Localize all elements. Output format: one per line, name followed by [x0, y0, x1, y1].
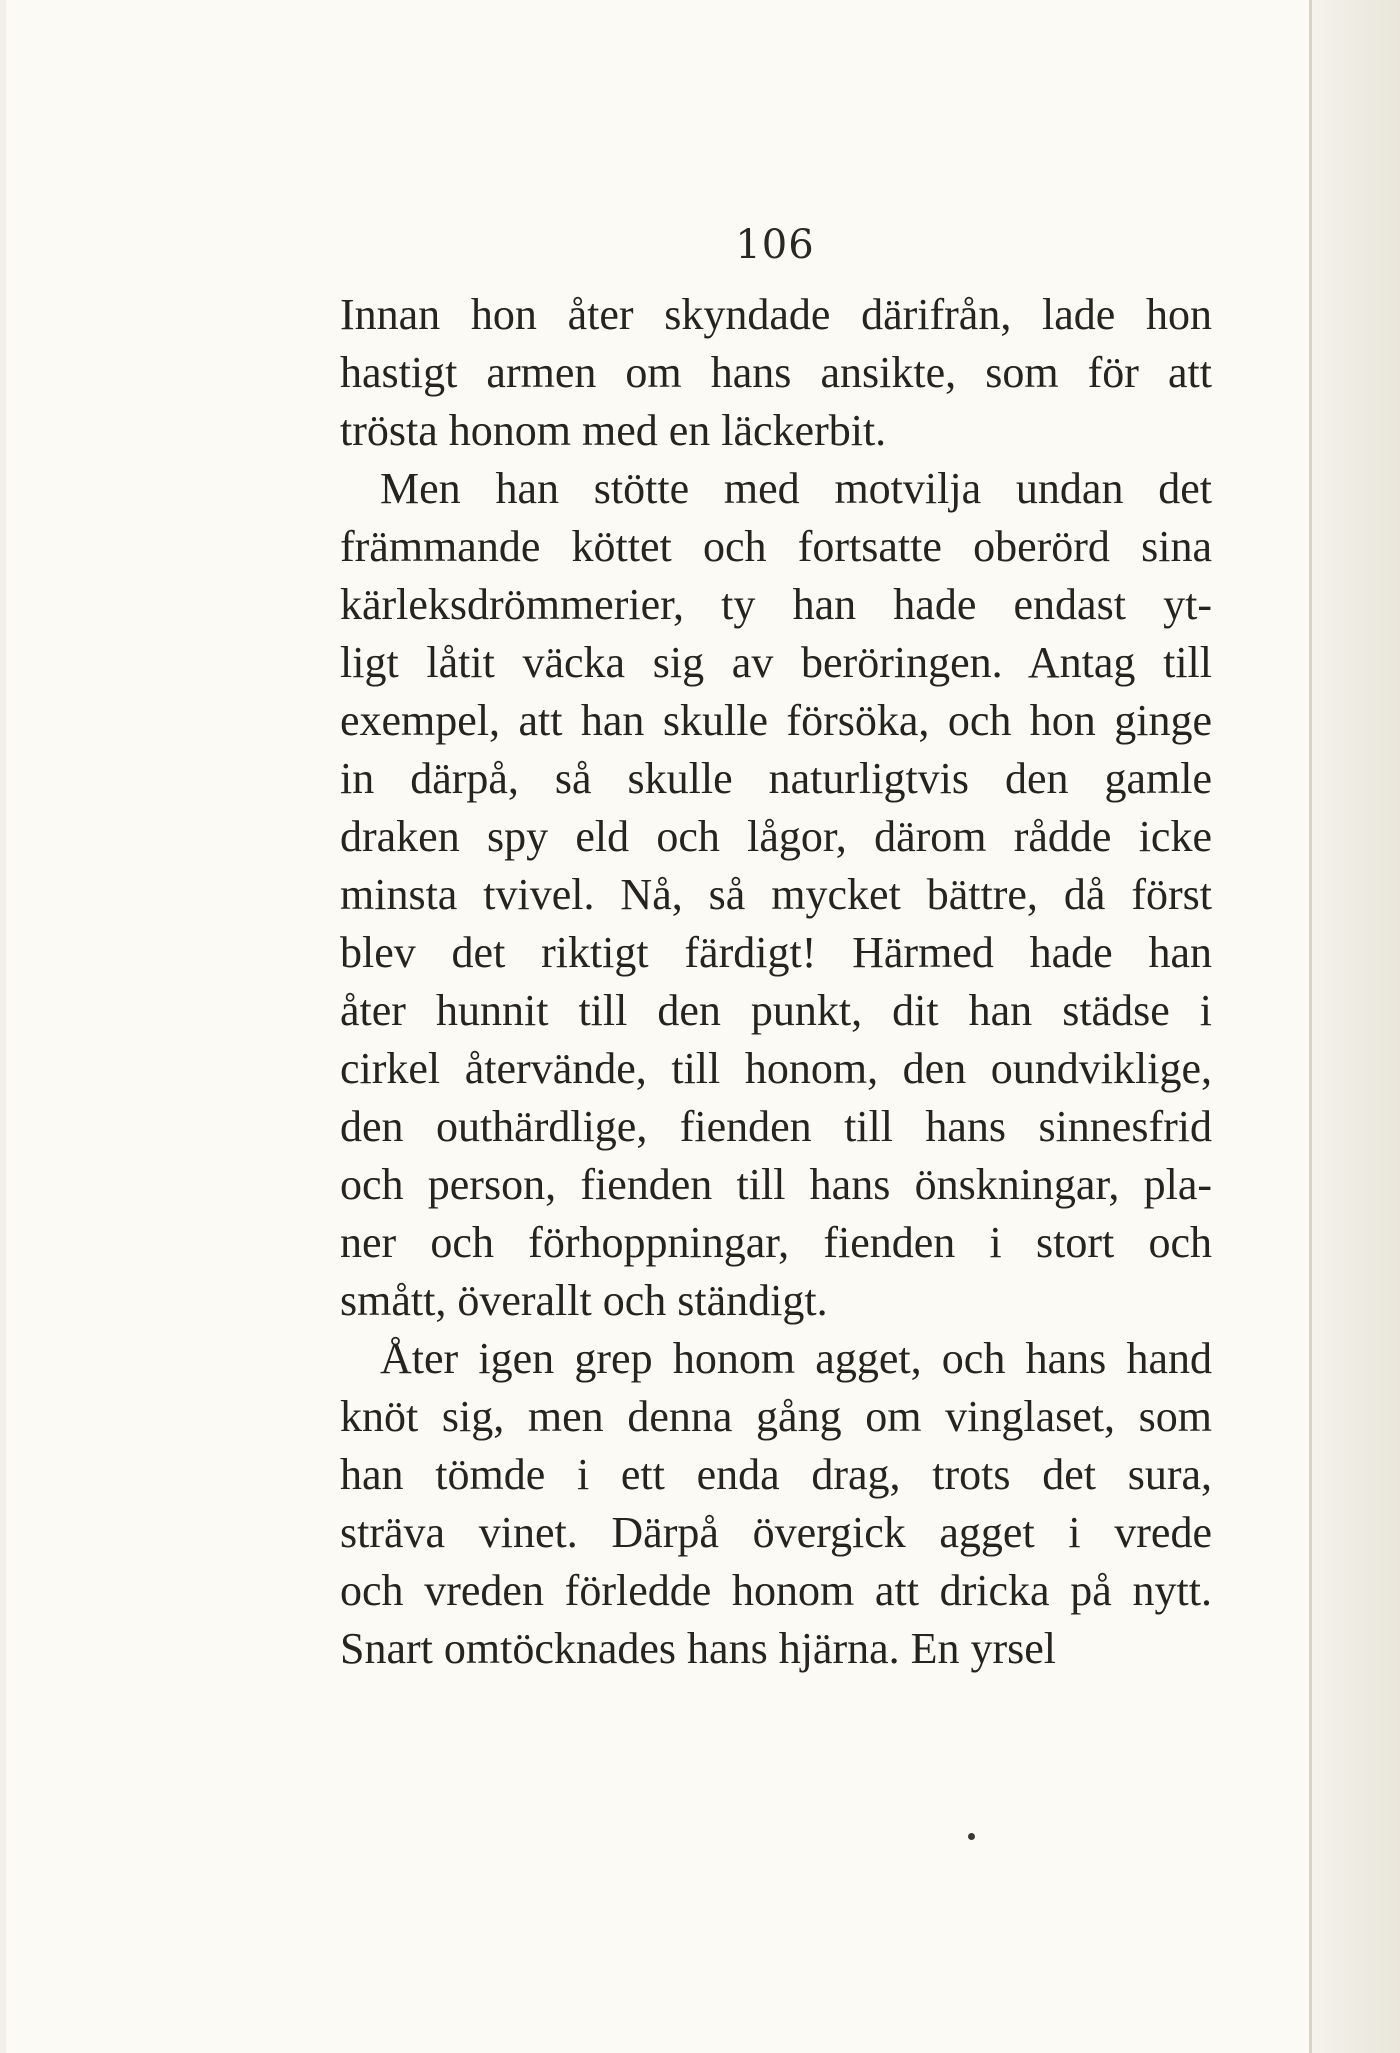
text-line: kärleksdrömmerier, ty han hade endast yt- [340, 580, 1212, 629]
text-line: exempel, att han skulle försöka, och hon ginge [340, 696, 1212, 745]
text-line: knöt sig, men denna gång om vinglaset, som [340, 1392, 1212, 1441]
text-line: han tömde i ett enda drag, trots det sura, [340, 1450, 1212, 1499]
text-line: Snart omtöcknades hans hjärna. En yrsel [340, 1624, 1057, 1673]
text-line: hastigt armen om hans ansikte, som för att [340, 348, 1212, 397]
ink-speck [968, 1833, 975, 1840]
text-line: främmande köttet och fortsatte oberörd sina [340, 522, 1212, 571]
paragraph [340, 1330, 1212, 1678]
paragraph [340, 460, 1212, 1330]
text-line: Innan hon åter skyndade därifrån, lade hon [340, 290, 1212, 339]
page-right-edge [1309, 0, 1400, 2053]
text-line: sträva vinet. Därpå övergick agget i vrede [340, 1508, 1212, 1557]
text-line: åter hunnit till den punkt, dit han städse i [340, 986, 1212, 1035]
text-line: cirkel återvände, till honom, den oundviklige, [340, 1044, 1212, 1093]
body-text [340, 286, 1212, 1678]
text-line: Åter igen grep honom agget, och hans hand [380, 1334, 1212, 1383]
text-line: smått, överallt och ständigt. [340, 1276, 828, 1325]
page-number: 106 [735, 222, 815, 268]
text-line: draken spy eld och lågor, därom rådde icke [340, 812, 1212, 861]
text-line: den outhärdlige, fienden till hans sinnesfrid [340, 1102, 1212, 1151]
text-line: Men han stötte med motvilja undan det [380, 464, 1212, 513]
text-line: blev det riktigt färdigt! Härmed hade han [340, 928, 1212, 977]
text-line: in därpå, så skulle naturligtvis den gamle [340, 754, 1212, 803]
text-line: ner och förhoppningar, fienden i stort och [340, 1218, 1212, 1267]
text-line: ligt låtit väcka sig av beröringen. Antag till [340, 638, 1212, 687]
text-line: minsta tvivel. Nå, så mycket bättre, då först [340, 870, 1212, 919]
text-line: och person, fienden till hans önskningar, pla- [340, 1160, 1212, 1209]
page-left-edge [0, 0, 6, 2053]
text-line: och vreden förledde honom att dricka på nytt. [340, 1566, 1212, 1615]
text-line: trösta honom med en läckerbit. [340, 406, 887, 455]
paragraph [340, 286, 1212, 460]
